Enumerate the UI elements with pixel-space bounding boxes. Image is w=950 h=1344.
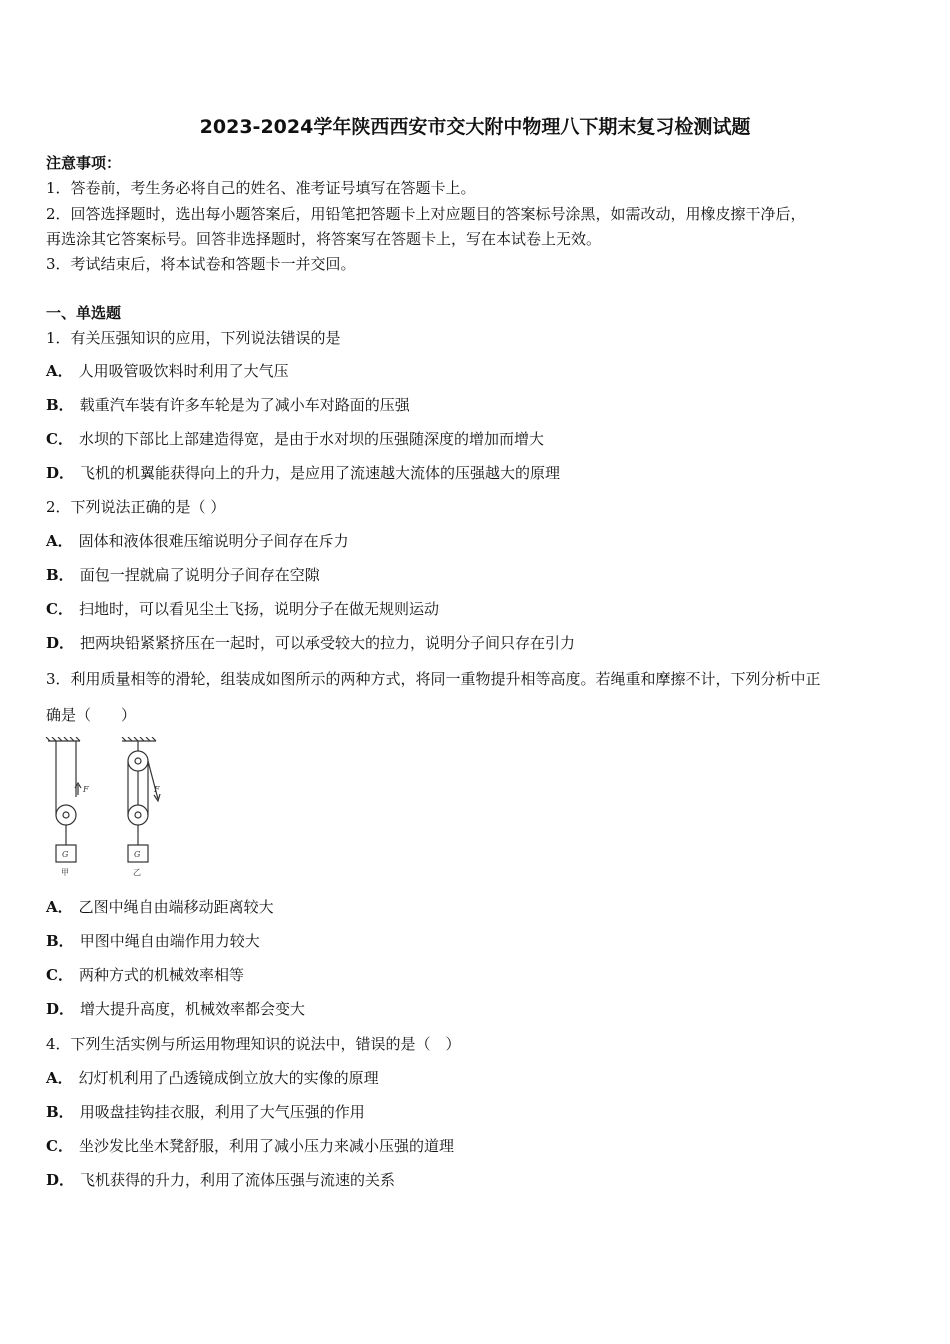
q4-option-b: B． 用吸盘挂钩挂衣服，利用了大气压强的作用: [46, 1103, 365, 1121]
q1-option-b: B． 载重汽车装有许多车轮是为了减小车对路面的压强: [46, 396, 410, 414]
question-1-stem: 1．有关压强知识的应用，下列说法错误的是: [46, 329, 341, 347]
q3-option-a: A． 乙图中绳自由端移动距离较大: [46, 898, 274, 916]
q3-option-c: C． 两种方式的机械效率相等: [46, 966, 244, 984]
force-label-right: F: [154, 785, 160, 794]
notice-item: 1．答卷前，考生务必将自己的姓名、准考证号填写在答题卡上。: [46, 179, 476, 197]
pulley-figure: [40, 737, 170, 882]
q1-option-c: C． 水坝的下部比上部建造得宽，是由于水对坝的压强随深度的增加而增大: [46, 430, 544, 448]
q3-option-d: D． 增大提升高度，机械效率都会变大: [46, 1000, 306, 1018]
notice-heading: 注意事项：: [46, 154, 122, 172]
q4-option-a: A． 幻灯机利用了凸透镜成倒立放大的实像的原理: [46, 1069, 379, 1087]
question-2-stem: 2．下列说法正确的是（ ）: [46, 498, 226, 516]
pulley-system-right: [122, 737, 160, 862]
pulley-system-left: [46, 737, 81, 862]
q4-option-d: D． 飞机获得的升力，利用了流体压强与流速的关系: [46, 1171, 396, 1189]
q1-option-d: D． 飞机的机翼能获得向上的升力，是应用了流速越大流体的压强越大的原理: [46, 464, 561, 482]
figure-label-right: 乙: [133, 868, 141, 877]
section-heading: 一、单选题: [46, 304, 122, 322]
force-label-left: F: [83, 785, 89, 794]
page-title: 2023-2024学年陕西西安市交大附中物理八下期末复习检测试题: [199, 116, 751, 138]
weight-label-left: G: [62, 850, 69, 859]
q2-option-c: C． 扫地时，可以看见尘土飞扬，说明分子在做无规则运动: [46, 600, 439, 618]
q2-option-b: B． 面包一捏就扁了说明分子间存在空隙: [46, 566, 320, 584]
weight-label-right: G: [134, 850, 141, 859]
notice-item: 3．考试结束后，将本试卷和答题卡一并交回。: [46, 255, 356, 273]
q2-option-a: A． 固体和液体很难压缩说明分子间存在斥力: [46, 532, 349, 550]
notice-item: 再选涂其它答案标号。回答非选择题时，将答案写在答题卡上，写在本试卷上无效。: [46, 230, 602, 248]
q3-option-b: B． 甲图中绳自由端作用力较大: [46, 932, 260, 950]
figure-label-left: 甲: [61, 868, 69, 877]
q2-option-d: D． 把两块铅紧紧挤压在一起时，可以承受较大的拉力，说明分子间只存在引力: [46, 634, 576, 652]
question-3-stem: 3．利用质量相等的滑轮，组装成如图所示的两种方式，将同一重物提升相等高度。若绳重和摩擦不计，下列分析中正: [46, 670, 821, 688]
q4-option-c: C． 坐沙发比坐木凳舒服，利用了减小压力来减小压强的道理: [46, 1137, 454, 1155]
question-3-stem-cont: 确是（ ）: [46, 706, 137, 724]
question-4-stem: 4．下列生活实例与所运用物理知识的说法中，错误的是（ ）: [46, 1035, 461, 1053]
notice-item: 2．回答选择题时，选出每小题答案后，用铅笔把答题卡上对应题目的答案标号涂黑，如需改动，用橡皮擦干净后，: [46, 205, 806, 223]
q1-option-a: A． 人用吸管吸饮料时利用了大气压: [46, 362, 289, 380]
